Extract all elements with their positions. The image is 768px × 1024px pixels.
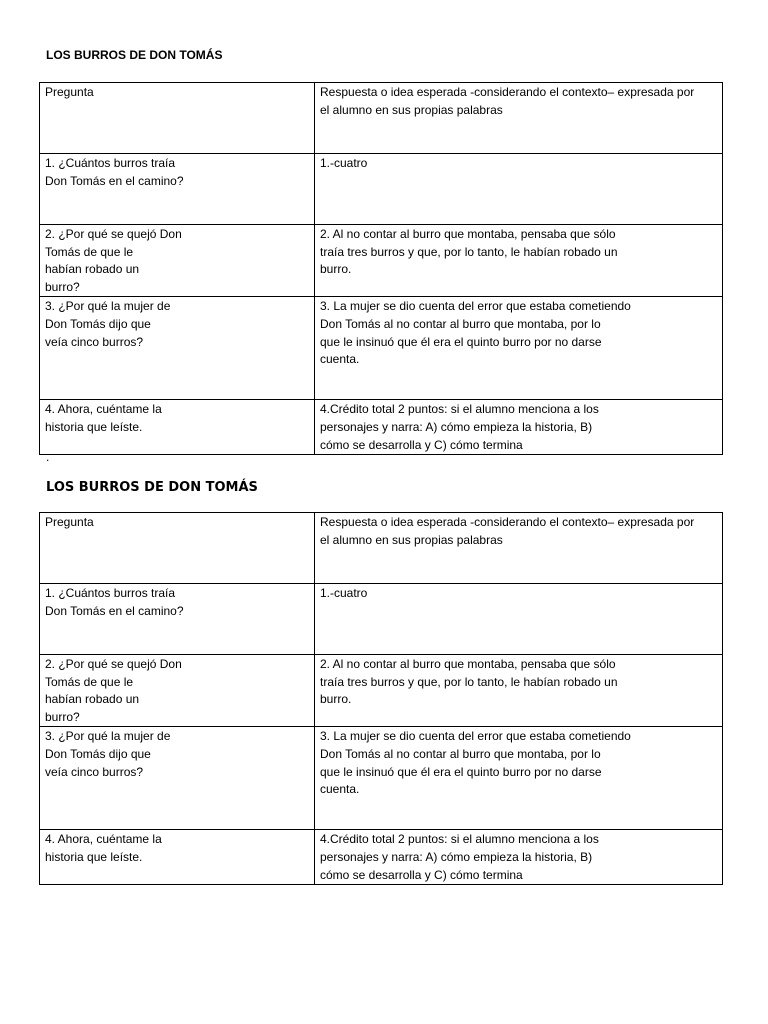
header-answer-cell (315, 513, 723, 584)
answer-text: 2. Al no contar al burro que montaba, pensaba que sólo traía tres burros y que, por lo tanto, le habían robado un burro. (320, 227, 618, 277)
answer-text: 2. Al no contar al burro que montaba, pensaba que sólo traía tres burros y que, por lo tanto, le habían robado un burro. (320, 657, 618, 707)
header-question-label: Pregunta (45, 515, 94, 529)
question-text: 1. ¿Cuántos burros traía Don Tomás en el camino? (45, 586, 184, 618)
question-cell (40, 154, 315, 225)
question-text: 2. ¿Por qué se quejó Don Tomás de que le habían robado un burro? (45, 657, 182, 724)
answer-text: 1.-cuatro (320, 156, 368, 170)
table-row (40, 584, 723, 655)
header-question-label: Pregunta (45, 85, 94, 99)
separator-dot: . (46, 450, 50, 464)
question-cell (40, 727, 315, 830)
question-text: 1. ¿Cuántos burros traía Don Tomás en el camino? (45, 156, 184, 188)
question-cell (40, 225, 315, 297)
question-cell (40, 655, 315, 727)
table-header-row (40, 83, 723, 154)
question-text: 3. ¿Por qué la mujer de Don Tomás dijo que veía cinco burros? (45, 729, 171, 779)
table-row (40, 830, 723, 885)
answer-cell (315, 830, 723, 885)
question-cell (40, 297, 315, 400)
header-question-cell (40, 513, 315, 584)
question-answer-table (39, 82, 723, 455)
answer-cell (315, 584, 723, 655)
question-cell (40, 584, 315, 655)
document-title-repeat: LOS BURROS DE DON TOMÁS (46, 480, 258, 495)
answer-cell (315, 400, 723, 455)
answer-cell (315, 297, 723, 400)
question-text: 4. Ahora, cuéntame la historia que leíste. (45, 832, 162, 864)
answer-cell (315, 655, 723, 727)
question-answer-table-repeat (39, 512, 723, 885)
question-text: 3. ¿Por qué la mujer de Don Tomás dijo que veía cinco burros? (45, 299, 171, 349)
table-row (40, 297, 723, 400)
document-title: LOS BURROS DE DON TOMÁS (46, 48, 223, 62)
answer-cell (315, 154, 723, 225)
header-answer-cell (315, 83, 723, 154)
answer-text: 3. La mujer se dio cuenta del error que estaba cometiendo Don Tomás al no contar al burro que montaba, por lo que le insinuó que él era el quinto burro por no darse cuenta. (320, 299, 631, 367)
table-row (40, 400, 723, 455)
table-row (40, 727, 723, 830)
table-header-row (40, 513, 723, 584)
question-cell (40, 830, 315, 885)
header-answer-label: Respuesta o idea esperada -considerando el contexto– expresada por el alumno en sus propias palabras (320, 515, 695, 547)
table-row (40, 154, 723, 225)
answer-text: 4.Crédito total 2 puntos: si el alumno menciona a los personajes y narra: A) cómo empieza la historia, B) cómo se desarrolla y C) cómo termina (320, 832, 599, 882)
question-text: 4. Ahora, cuéntame la historia que leíste. (45, 402, 162, 434)
header-answer-label: Respuesta o idea esperada -considerando el contexto– expresada por el alumno en sus propias palabras (320, 85, 695, 117)
answer-text: 3. La mujer se dio cuenta del error que estaba cometiendo Don Tomás al no contar al burro que montaba, por lo que le insinuó que él era el quinto burro por no darse cuenta. (320, 729, 631, 797)
answer-cell (315, 225, 723, 297)
table-row (40, 655, 723, 727)
answer-cell (315, 727, 723, 830)
answer-text: 1.-cuatro (320, 586, 368, 600)
table-row (40, 225, 723, 297)
header-question-cell (40, 83, 315, 154)
question-cell (40, 400, 315, 455)
answer-text: 4.Crédito total 2 puntos: si el alumno menciona a los personajes y narra: A) cómo empieza la historia, B) cómo se desarrolla y C) cómo termina (320, 402, 599, 452)
question-text: 2. ¿Por qué se quejó Don Tomás de que le habían robado un burro? (45, 227, 182, 294)
